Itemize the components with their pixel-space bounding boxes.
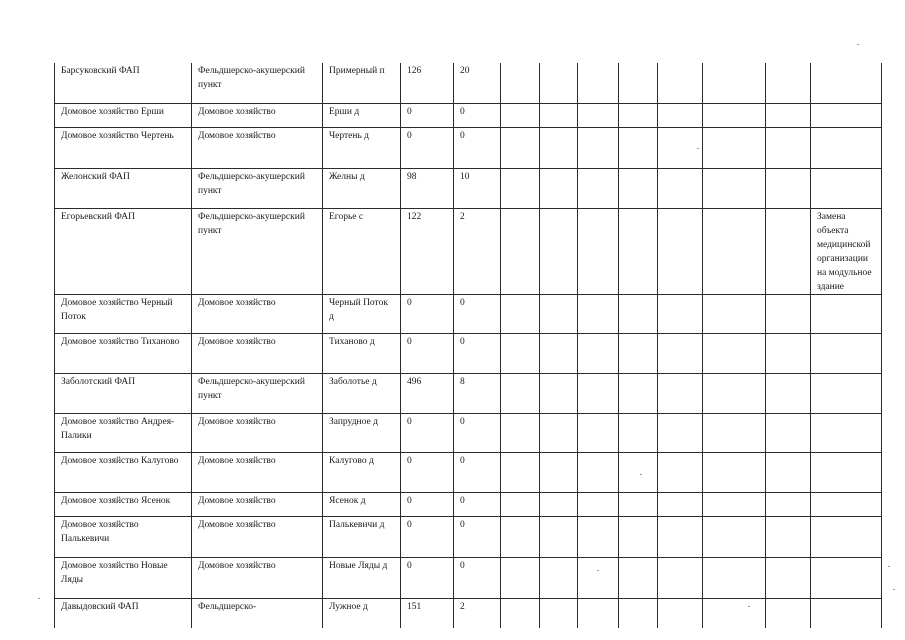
population-count-cell: 151 bbox=[401, 598, 454, 628]
facility-type-cell: Домовое хозяйство bbox=[192, 557, 323, 598]
empty-cell bbox=[619, 413, 658, 452]
empty-cell bbox=[658, 333, 703, 373]
facility-type-cell: Домовое хозяйство bbox=[192, 452, 323, 492]
population-count-cell: 0 bbox=[401, 492, 454, 516]
scan-speck bbox=[748, 606, 750, 607]
scan-speck bbox=[697, 148, 699, 149]
facility-type-cell: Домовое хозяйство bbox=[192, 294, 323, 333]
secondary-count-cell: 2 bbox=[454, 208, 501, 294]
scan-speck bbox=[597, 570, 599, 571]
empty-cell bbox=[766, 516, 811, 557]
empty-cell bbox=[658, 598, 703, 628]
empty-cell bbox=[658, 516, 703, 557]
empty-cell bbox=[703, 598, 766, 628]
empty-cell bbox=[540, 63, 578, 103]
secondary-count-cell: 0 bbox=[454, 103, 501, 127]
note-cell bbox=[811, 373, 882, 413]
empty-cell bbox=[619, 103, 658, 127]
empty-cell bbox=[658, 413, 703, 452]
secondary-count-cell: 0 bbox=[454, 413, 501, 452]
empty-cell bbox=[578, 208, 619, 294]
secondary-count-cell: 0 bbox=[454, 557, 501, 598]
facility-name-cell: Желонский ФАП bbox=[55, 168, 192, 208]
empty-cell bbox=[619, 127, 658, 168]
empty-cell bbox=[578, 333, 619, 373]
facility-name-cell: Домовое хозяйство Тиханово bbox=[55, 333, 192, 373]
population-count-cell: 0 bbox=[401, 452, 454, 492]
facility-type-cell: Фельдшерско-акушерский пункт bbox=[192, 168, 323, 208]
population-count-cell: 126 bbox=[401, 63, 454, 103]
empty-cell bbox=[540, 452, 578, 492]
population-count-cell: 496 bbox=[401, 373, 454, 413]
empty-cell bbox=[703, 127, 766, 168]
empty-cell bbox=[703, 516, 766, 557]
empty-cell bbox=[540, 373, 578, 413]
empty-cell bbox=[703, 63, 766, 103]
table-row bbox=[55, 333, 882, 373]
facility-name-cell: Домовое хозяйство Ясенок bbox=[55, 492, 192, 516]
table-row bbox=[55, 63, 882, 103]
secondary-count-cell: 0 bbox=[454, 333, 501, 373]
scan-speck bbox=[38, 598, 40, 599]
empty-cell bbox=[766, 598, 811, 628]
empty-cell bbox=[619, 373, 658, 413]
empty-cell bbox=[540, 294, 578, 333]
facility-name-cell: Домовое хозяйство Черный Поток bbox=[55, 294, 192, 333]
secondary-count-cell: 20 bbox=[454, 63, 501, 103]
settlement-cell: Примерный п bbox=[323, 63, 401, 103]
population-count-cell: 98 bbox=[401, 168, 454, 208]
empty-cell bbox=[658, 127, 703, 168]
note-cell bbox=[811, 516, 882, 557]
secondary-count-cell: 8 bbox=[454, 373, 501, 413]
empty-cell bbox=[501, 492, 540, 516]
facilities-table bbox=[54, 63, 882, 628]
population-count-cell: 0 bbox=[401, 127, 454, 168]
population-count-cell: 0 bbox=[401, 103, 454, 127]
table-row bbox=[55, 516, 882, 557]
empty-cell bbox=[703, 208, 766, 294]
empty-cell bbox=[619, 492, 658, 516]
note-cell bbox=[811, 103, 882, 127]
population-count-cell: 0 bbox=[401, 333, 454, 373]
facility-type-cell: Домовое хозяйство bbox=[192, 492, 323, 516]
table-row bbox=[55, 373, 882, 413]
settlement-cell: Ясенок д bbox=[323, 492, 401, 516]
settlement-cell: Заболотье д bbox=[323, 373, 401, 413]
empty-cell bbox=[578, 63, 619, 103]
empty-cell bbox=[619, 516, 658, 557]
empty-cell bbox=[501, 127, 540, 168]
empty-cell bbox=[578, 516, 619, 557]
note-cell: Замена объекта медицинской организации на модульное здание bbox=[811, 208, 882, 294]
empty-cell bbox=[766, 168, 811, 208]
secondary-count-cell: 10 bbox=[454, 168, 501, 208]
table-row bbox=[55, 557, 882, 598]
scan-speck bbox=[640, 474, 642, 475]
facility-name-cell: Егорьевский ФАП bbox=[55, 208, 192, 294]
table-row bbox=[55, 127, 882, 168]
empty-cell bbox=[578, 492, 619, 516]
table-row bbox=[55, 492, 882, 516]
facility-type-cell: Домовое хозяйство bbox=[192, 413, 323, 452]
settlement-cell: Черный Поток д bbox=[323, 294, 401, 333]
empty-cell bbox=[540, 413, 578, 452]
empty-cell bbox=[540, 103, 578, 127]
empty-cell bbox=[578, 294, 619, 333]
empty-cell bbox=[540, 127, 578, 168]
empty-cell bbox=[658, 373, 703, 413]
secondary-count-cell: 0 bbox=[454, 516, 501, 557]
table-row bbox=[55, 413, 882, 452]
empty-cell bbox=[578, 373, 619, 413]
settlement-cell: Запрудное д bbox=[323, 413, 401, 452]
note-cell bbox=[811, 452, 882, 492]
empty-cell bbox=[766, 127, 811, 168]
empty-cell bbox=[703, 294, 766, 333]
empty-cell bbox=[766, 333, 811, 373]
empty-cell bbox=[501, 63, 540, 103]
empty-cell bbox=[540, 168, 578, 208]
note-cell bbox=[811, 63, 882, 103]
secondary-count-cell: 0 bbox=[454, 492, 501, 516]
empty-cell bbox=[703, 103, 766, 127]
facility-name-cell: Заболотский ФАП bbox=[55, 373, 192, 413]
empty-cell bbox=[540, 333, 578, 373]
empty-cell bbox=[703, 413, 766, 452]
empty-cell bbox=[619, 168, 658, 208]
table-row bbox=[55, 103, 882, 127]
empty-cell bbox=[766, 208, 811, 294]
population-count-cell: 122 bbox=[401, 208, 454, 294]
facility-name-cell: Домовое хозяйство Чертень bbox=[55, 127, 192, 168]
empty-cell bbox=[658, 63, 703, 103]
facility-name-cell: Давыдовский ФАП bbox=[55, 598, 192, 628]
empty-cell bbox=[501, 103, 540, 127]
empty-cell bbox=[703, 492, 766, 516]
table-row bbox=[55, 208, 882, 294]
empty-cell bbox=[658, 294, 703, 333]
facility-type-cell: Домовое хозяйство bbox=[192, 127, 323, 168]
facility-name-cell: Домовое хозяйство Андрея-Палики bbox=[55, 413, 192, 452]
scan-speck bbox=[893, 589, 895, 590]
empty-cell bbox=[703, 168, 766, 208]
empty-cell bbox=[501, 557, 540, 598]
empty-cell bbox=[501, 168, 540, 208]
facility-name-cell: Домовое хозяйство Палькевичи bbox=[55, 516, 192, 557]
note-cell bbox=[811, 168, 882, 208]
facility-name-cell: Барсуковский ФАП bbox=[55, 63, 192, 103]
empty-cell bbox=[578, 452, 619, 492]
empty-cell bbox=[578, 127, 619, 168]
note-cell bbox=[811, 557, 882, 598]
empty-cell bbox=[619, 598, 658, 628]
empty-cell bbox=[619, 294, 658, 333]
table-row bbox=[55, 168, 882, 208]
facility-type-cell: Домовое хозяйство bbox=[192, 516, 323, 557]
empty-cell bbox=[619, 63, 658, 103]
facility-type-cell: Фельдшерско-акушерский пункт bbox=[192, 63, 323, 103]
note-cell bbox=[811, 598, 882, 628]
settlement-cell: Желны д bbox=[323, 168, 401, 208]
table-row bbox=[55, 598, 882, 628]
note-cell bbox=[811, 492, 882, 516]
facility-name-cell: Домовое хозяйство Ерши bbox=[55, 103, 192, 127]
empty-cell bbox=[619, 557, 658, 598]
settlement-cell: Калугово д bbox=[323, 452, 401, 492]
secondary-count-cell: 0 bbox=[454, 452, 501, 492]
empty-cell bbox=[501, 413, 540, 452]
facility-type-cell: Домовое хозяйство bbox=[192, 103, 323, 127]
note-cell bbox=[811, 333, 882, 373]
empty-cell bbox=[658, 168, 703, 208]
empty-cell bbox=[703, 452, 766, 492]
empty-cell bbox=[766, 492, 811, 516]
note-cell bbox=[811, 294, 882, 333]
scan-speck bbox=[857, 44, 859, 45]
settlement-cell: Новые Ляды д bbox=[323, 557, 401, 598]
empty-cell bbox=[658, 492, 703, 516]
table-row bbox=[55, 452, 882, 492]
empty-cell bbox=[766, 294, 811, 333]
population-count-cell: 0 bbox=[401, 516, 454, 557]
settlement-cell: Ерши д bbox=[323, 103, 401, 127]
settlement-cell: Палькевичи д bbox=[323, 516, 401, 557]
empty-cell bbox=[501, 333, 540, 373]
empty-cell bbox=[766, 373, 811, 413]
empty-cell bbox=[658, 208, 703, 294]
empty-cell bbox=[501, 598, 540, 628]
secondary-count-cell: 2 bbox=[454, 598, 501, 628]
empty-cell bbox=[703, 373, 766, 413]
settlement-cell: Тиханово д bbox=[323, 333, 401, 373]
note-cell bbox=[811, 413, 882, 452]
facility-type-cell: Фельдшерско-акушерский пункт bbox=[192, 373, 323, 413]
settlement-cell: Чертень д bbox=[323, 127, 401, 168]
empty-cell bbox=[703, 333, 766, 373]
facility-type-cell: Фельдшерско- bbox=[192, 598, 323, 628]
empty-cell bbox=[540, 208, 578, 294]
empty-cell bbox=[658, 557, 703, 598]
empty-cell bbox=[540, 598, 578, 628]
empty-cell bbox=[578, 103, 619, 127]
empty-cell bbox=[766, 63, 811, 103]
population-count-cell: 0 bbox=[401, 294, 454, 333]
empty-cell bbox=[578, 413, 619, 452]
empty-cell bbox=[501, 294, 540, 333]
empty-cell bbox=[658, 452, 703, 492]
empty-cell bbox=[658, 103, 703, 127]
empty-cell bbox=[501, 516, 540, 557]
facility-type-cell: Фельдшерско-акушерский пункт bbox=[192, 208, 323, 294]
settlement-cell: Егорье с bbox=[323, 208, 401, 294]
facility-name-cell: Домовое хозяйство Новые Ляды bbox=[55, 557, 192, 598]
empty-cell bbox=[766, 413, 811, 452]
empty-cell bbox=[703, 557, 766, 598]
empty-cell bbox=[540, 492, 578, 516]
empty-cell bbox=[766, 103, 811, 127]
population-count-cell: 0 bbox=[401, 557, 454, 598]
empty-cell bbox=[540, 516, 578, 557]
empty-cell bbox=[501, 208, 540, 294]
secondary-count-cell: 0 bbox=[454, 127, 501, 168]
table-row bbox=[55, 294, 882, 333]
empty-cell bbox=[619, 452, 658, 492]
empty-cell bbox=[540, 557, 578, 598]
secondary-count-cell: 0 bbox=[454, 294, 501, 333]
empty-cell bbox=[619, 333, 658, 373]
empty-cell bbox=[578, 557, 619, 598]
empty-cell bbox=[501, 452, 540, 492]
facility-type-cell: Домовое хозяйство bbox=[192, 333, 323, 373]
settlement-cell: Лужное д bbox=[323, 598, 401, 628]
empty-cell bbox=[766, 452, 811, 492]
empty-cell bbox=[766, 557, 811, 598]
scan-speck bbox=[888, 566, 890, 567]
empty-cell bbox=[578, 168, 619, 208]
empty-cell bbox=[501, 373, 540, 413]
empty-cell bbox=[578, 598, 619, 628]
population-count-cell: 0 bbox=[401, 413, 454, 452]
note-cell bbox=[811, 127, 882, 168]
facility-name-cell: Домовое хозяйство Калугово bbox=[55, 452, 192, 492]
empty-cell bbox=[619, 208, 658, 294]
